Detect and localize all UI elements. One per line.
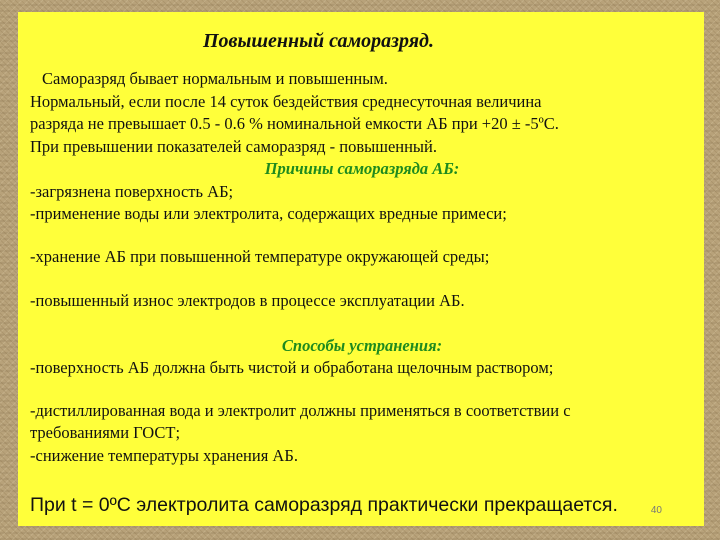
normal-definition-line-1: Нормальный, если после 14 суток бездействия среднесуточная величина — [30, 91, 542, 111]
slide-panel — [18, 12, 704, 526]
normal-definition-line-2: разряда не превышает 0.5 - 0.6 % номинальной емкости АБ при +20 ± -5ºС. — [30, 114, 559, 133]
remedies-heading: Способы устранения: — [281, 335, 443, 355]
remedy-item: -снижение температуры хранения АБ. — [30, 445, 298, 465]
remedy-item: требованиями ГОСТ; — [30, 423, 181, 442]
causes-heading: Причины саморазряда АБ: — [264, 159, 460, 178]
remedy-item: -дистиллированная вода и электролит должны применяться в соответствии с — [30, 400, 571, 420]
slide-body — [30, 68, 694, 467]
slide-title: Повышенный саморазряд. — [203, 30, 434, 52]
cause-item: -хранение АБ при повышенной температуре окружающей среды; — [30, 246, 490, 266]
closing-statement: При t = 0ºС электролита саморазряд практически прекращается. — [30, 494, 618, 516]
page-number: 40 — [650, 505, 662, 516]
remedy-item: -поверхность АБ должна быть чистой и обработана щелочным раствором; — [30, 358, 554, 377]
exceed-line: При превышении показателей саморазряд - повышенный. — [30, 136, 437, 156]
intro-line: Саморазряд бывает нормальным и повышенным. — [42, 69, 388, 88]
cause-item: -загрязнена поверхность АБ; — [30, 181, 234, 201]
cause-item: -повышенный износ электродов в процессе эксплуатации АБ. — [30, 291, 465, 310]
cause-item: -применение воды или электролита, содержащих вредные примеси; — [30, 204, 507, 223]
